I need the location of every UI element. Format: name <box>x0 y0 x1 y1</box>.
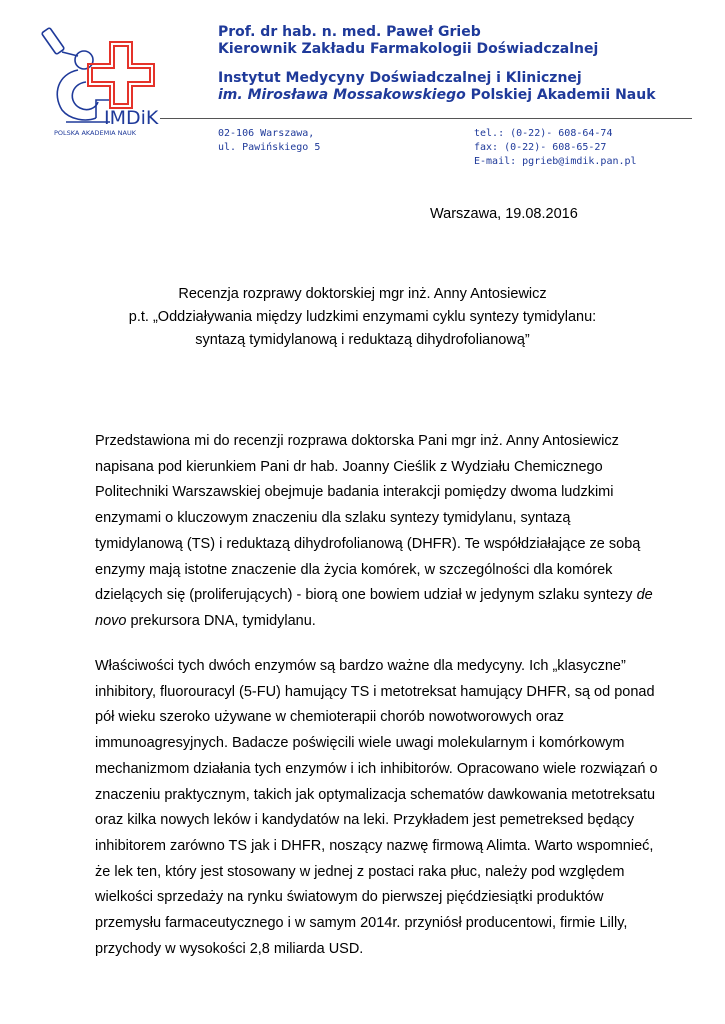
p1-line: enzymy mają istotne znaczenie dla życia komórek, w szczególności dla komórek <box>95 561 613 578</box>
header-divider <box>160 118 692 119</box>
institute-patron: im. Mirosława Mossakowskiego <box>218 87 466 103</box>
p1-text: prekursora DNA, tymidylanu. <box>126 612 316 629</box>
title-line-1: Recenzja rozprawy doktorskiej mgr inż. Anny Antosiewicz <box>178 286 547 302</box>
p1-line: tymidylanową (TS) i reduktazą dihydrofolianową (DHFR). Te współdziałające ze sobą <box>95 535 641 552</box>
address-right <box>474 127 637 169</box>
p2-line: że lek ten, który jest stosowany w jednej z postaci raka płuc, należy pod względem <box>95 863 625 880</box>
p2-line: inhibitory, fluorouracyl (5-FU) hamujący TS i metotreksat hamujący DHFR, są od ponad <box>95 683 655 700</box>
logo-caption: POLSKA AKADEMIA NAUK <box>54 129 136 137</box>
p2-line: przemysłu farmaceutycznego i w samym 2014r. przyniósł producentowi, firmie Lilly, <box>95 915 628 932</box>
header-institute: Instytut Medycyny Doświadczalnej i Klinicznej <box>218 70 582 86</box>
address-street: ul. Pawińskiego 5 <box>218 142 321 153</box>
p2-line: przychody w wysokości 2,8 miliarda USD. <box>95 940 364 957</box>
address-email[interactable]: E-mail: pgrieb@imdik.pan.pl <box>474 156 637 167</box>
title-line-3: syntazą tymidylanową i reduktazą dihydrofolianową” <box>195 332 530 348</box>
title-line-2: p.t. „Oddziaływania między ludzkimi enzymami cyklu syntezy tymidylanu: <box>128 309 597 325</box>
p2-line: inhibitorem zarówno TS jak i DHFR, noszący nazwę firmową Alimta. Warto wspomnieć, <box>95 837 654 854</box>
p2-line: pół wieku szeroko używane w chemioterapii chorób nowotworowych oraz <box>95 709 565 726</box>
p1-italic-novo: novo <box>95 612 127 629</box>
microscope-icon <box>41 27 110 122</box>
imdik-logo <box>40 22 180 137</box>
p2-line: Właściwości tych dwóch enzymów są bardzo ważne dla medycyny. Ich „klasyczne” <box>95 658 626 674</box>
address-postal: 02-106 Warszawa, <box>218 128 315 139</box>
address-left <box>218 127 320 155</box>
header-institute-line2 <box>218 87 656 104</box>
p1-line: napisana pod kierunkiem Pani dr hab. Joanny Cieślik z Wydziału Chemicznego <box>95 458 603 475</box>
logo-name: IMDiK <box>104 107 159 129</box>
address-fax: fax: (0-22)- 608-65-27 <box>474 142 607 153</box>
p1-line <box>95 583 695 609</box>
red-cross-icon <box>88 42 154 108</box>
p1-text: dzielących się (proliferujących) - biorą one bowiem udział w jedynym szlaku syntezy <box>95 587 637 604</box>
header-name: Prof. dr hab. n. med. Paweł Grieb <box>218 24 481 40</box>
p1-line: Politechniki Warszawskiej obejmuje badania interakcji pomiędzy dwoma ludzkimi <box>95 484 614 501</box>
institute-academy: Polskiej Akademii Nauk <box>465 87 656 103</box>
paragraph-1 <box>95 429 695 635</box>
p2-line: immunoagresyjnych. Badacze poświęcili wiele uwagi molekularnym i komórkowym <box>95 735 625 752</box>
p1-line <box>95 609 695 635</box>
p1-line: enzymami o kluczowym znaczeniu dla szlaku syntezy tymidylanu, syntazą <box>95 510 571 527</box>
p2-line: mechanizmom działania tych enzymów i ich inhibitorów. Opracowano wiele rozwiązań o <box>95 760 658 777</box>
p2-line: oraz kilka nowych leków i kandydatów na leki. Przykładem jest pemetreksed będący <box>95 812 635 829</box>
p2-line: znaczeniu praktycznym, takich jak optymalizacja schematów dawkowania metotreksatu <box>95 786 656 803</box>
letter-date: Warszawa, 19.08.2016 <box>430 206 578 222</box>
header-position: Kierownik Zakładu Farmakologii Doświadczalnej <box>218 41 599 57</box>
address-tel: tel.: (0-22)- 608-64-74 <box>474 128 613 139</box>
p1-italic-de: de <box>636 587 653 604</box>
p1-line: Przedstawiona mi do recenzji rozprawa doktorska Pani mgr inż. Anny Antosiewicz <box>95 433 619 449</box>
p2-line: wielkości sprzedaży na rynku światowym do pierwszej pięćdziesiątki produktów <box>95 889 604 906</box>
paragraph-2 <box>95 654 695 962</box>
